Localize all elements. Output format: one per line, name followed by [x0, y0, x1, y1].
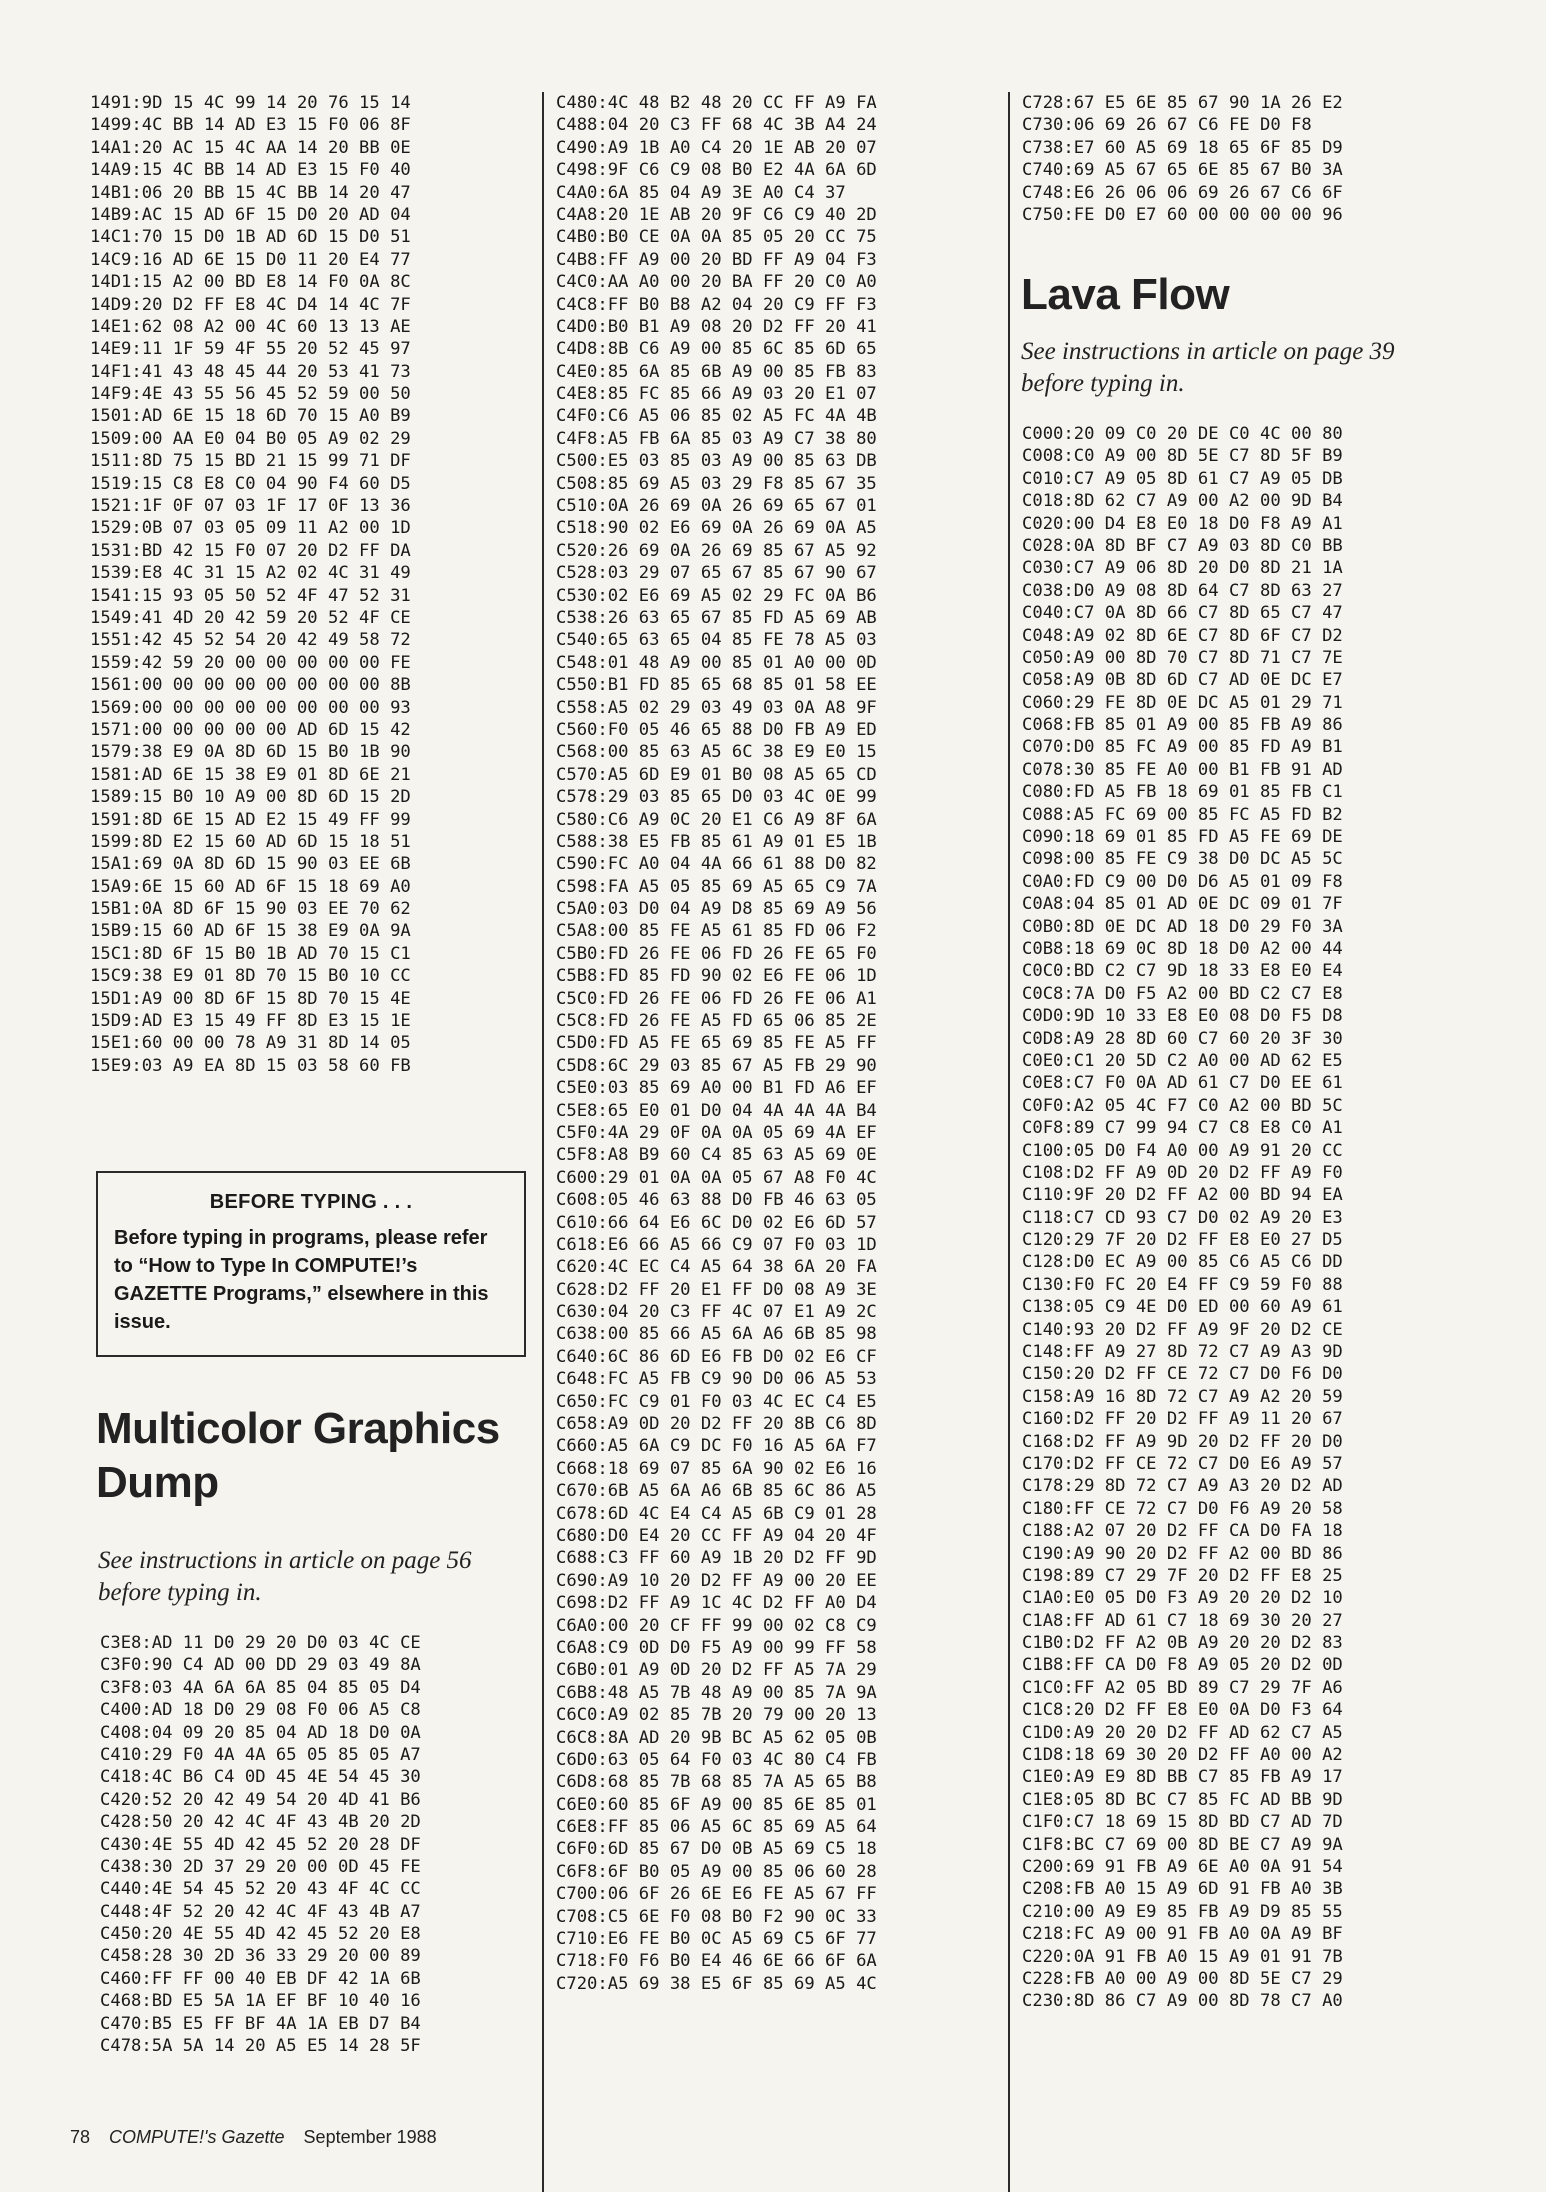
code-line: 14F9:4E 43 55 56 45 52 59 00 50: [90, 384, 411, 405]
code-line: 1541:15 93 05 50 52 4F 47 52 31: [90, 585, 411, 606]
code-line: C508:85 69 A5 03 29 F8 85 67 35: [556, 473, 877, 494]
code-line: C580:C6 A9 0C 20 E1 C6 A9 8F 6A: [556, 809, 877, 830]
code-line: C078:30 85 FE A0 00 B1 FB 91 AD: [1022, 759, 1343, 780]
code-line: 1529:0B 07 03 05 09 11 A2 00 1D: [90, 518, 411, 539]
code-listing-column-1: [90, 92, 411, 1077]
code-line: C718:F0 F6 B0 E4 46 6E 66 6F 6A: [556, 1951, 877, 1972]
code-line: C0A8:04 85 01 AD 0E DC 09 01 7F: [1022, 894, 1343, 915]
code-line: 15B1:0A 8D 6F 15 90 03 EE 70 62: [90, 899, 411, 920]
code-line: C3E8:AD 11 D0 29 20 D0 03 4C CE: [100, 1633, 421, 1653]
code-line: C520:26 69 0A 26 69 85 67 A5 92: [556, 540, 877, 561]
code-line: C060:29 FE 8D 0E DC A5 01 29 71: [1022, 692, 1343, 713]
code-line: C178:29 8D 72 C7 A9 A3 20 D2 AD: [1022, 1476, 1343, 1497]
code-line: C588:38 E5 FB 85 61 A9 01 E5 1B: [556, 831, 877, 852]
code-line: C538:26 63 65 67 85 FD A5 69 AB: [556, 607, 877, 628]
code-line: C500:E5 03 85 03 A9 00 85 63 DB: [556, 451, 877, 472]
code-line: C418:4C B6 C4 0D 45 4E 54 45 30: [100, 1767, 421, 1788]
code-line: C5A8:00 85 FE A5 61 85 FD 06 F2: [556, 921, 877, 942]
code-line: C740:69 A5 67 65 6E 85 67 B0 3A: [1022, 160, 1343, 181]
code-line: C6A0:00 20 CF FF 99 00 02 C8 C9: [556, 1615, 877, 1636]
code-line: C088:A5 FC 69 00 85 FC A5 FD B2: [1022, 804, 1343, 825]
code-line: C050:A9 00 8D 70 C7 8D 71 C7 7E: [1022, 647, 1343, 668]
code-line: C150:20 D2 FF CE 72 C7 D0 F6 D0: [1022, 1364, 1343, 1385]
code-line: C140:93 20 D2 FF A9 9F 20 D2 CE: [1022, 1319, 1343, 1340]
code-line: C468:BD E5 5A 1A EF BF 10 40 16: [100, 1991, 421, 2012]
code-line: C0E8:C7 F0 0A AD 61 C7 D0 EE 61: [1022, 1073, 1343, 1094]
code-line: C568:00 85 63 A5 6C 38 E9 E0 15: [556, 742, 877, 763]
code-line: C0F8:89 C7 99 94 C7 C8 E8 C0 A1: [1022, 1118, 1343, 1139]
code-line: C1E0:A9 E9 8D BB C7 85 FB A9 17: [1022, 1767, 1343, 1788]
multicolor-code-listing: [100, 1632, 421, 2057]
code-line: C188:A2 07 20 D2 FF CA D0 FA 18: [1022, 1521, 1343, 1542]
code-line: 1509:00 AA E0 04 B0 05 A9 02 29: [90, 428, 411, 449]
code-line: C0C0:BD C2 C7 9D 18 33 E8 E0 E4: [1022, 961, 1343, 982]
code-line: C738:E7 60 A5 69 18 65 6F 85 D9: [1022, 137, 1343, 158]
code-line: C610:66 64 E6 6C D0 02 E6 6D 57: [556, 1212, 877, 1233]
code-line: 1561:00 00 00 00 00 00 00 00 8B: [90, 675, 411, 696]
code-line: C590:FC A0 04 4A 66 61 88 D0 82: [556, 854, 877, 875]
code-line: C1F0:C7 18 69 15 8D BD C7 AD 7D: [1022, 1812, 1343, 1833]
code-line: C5A0:03 D0 04 A9 D8 85 69 A9 56: [556, 899, 877, 920]
code-line: C620:4C EC C4 A5 64 38 6A 20 FA: [556, 1257, 877, 1278]
code-line: C650:FC C9 01 F0 03 4C EC C4 E5: [556, 1391, 877, 1412]
code-line: C110:9F 20 D2 FF A2 00 BD 94 EA: [1022, 1185, 1343, 1206]
code-line: C0D8:A9 28 8D 60 C7 60 20 3F 30: [1022, 1028, 1343, 1049]
code-line: C0C8:7A D0 F5 A2 00 BD C2 C7 E8: [1022, 983, 1343, 1004]
code-line: C458:28 30 2D 36 33 29 20 00 89: [100, 1946, 421, 1967]
code-line: C108:D2 FF A9 0D 20 D2 FF A9 F0: [1022, 1162, 1343, 1183]
issue-date: September 1988: [303, 2127, 437, 2147]
magazine-name: COMPUTE!'s Gazette: [109, 2127, 285, 2147]
code-line: C6F0:6D 85 67 D0 0B A5 69 C5 18: [556, 1839, 877, 1860]
code-line: C4A0:6A 85 04 A9 3E A0 C4 37: [556, 182, 846, 203]
code-line: C030:C7 A9 06 8D 20 D0 8D 21 1A: [1022, 558, 1343, 579]
lava-flow-instructions: See instructions in article on page 39 before typing in.: [1021, 338, 1395, 397]
code-line: C1C8:20 D2 FF E8 E0 0A D0 F3 64: [1022, 1700, 1343, 1721]
code-line: 14D9:20 D2 FF E8 4C D4 14 4C 7F: [90, 294, 411, 315]
code-line: C690:A9 10 20 D2 FF A9 00 20 EE: [556, 1570, 877, 1591]
code-line: C008:C0 A9 00 8D 5E C7 8D 5F B9: [1022, 446, 1343, 467]
code-line: C4E8:85 FC 85 66 A9 03 20 E1 07: [556, 384, 877, 405]
code-line: C1A8:FF AD 61 C7 18 69 30 20 27: [1022, 1610, 1343, 1631]
code-line: C0B8:18 69 0C 8D 18 D0 A2 00 44: [1022, 938, 1343, 959]
code-line: 1521:1F 0F 07 03 1F 17 0F 13 36: [90, 496, 411, 517]
code-line: C640:6C 86 6D E6 FB D0 02 E6 CF: [556, 1346, 877, 1367]
code-line: C550:B1 FD 85 65 68 85 01 58 EE: [556, 675, 877, 696]
code-line: C1B8:FF CA D0 F8 A9 05 20 D2 0D: [1022, 1655, 1343, 1676]
code-line: C480:4C 48 B2 48 20 CC FF A9 FA: [556, 93, 877, 113]
multicolor-instructions: See instructions in article on page 56 before typing in.: [98, 1547, 472, 1606]
code-line: C180:FF CE 72 C7 D0 F6 A9 20 58: [1022, 1498, 1343, 1519]
code-line: C4B8:FF A9 00 20 BD FF A9 04 F3: [556, 249, 877, 270]
code-line: C688:C3 FF 60 A9 1B 20 D2 FF 9D: [556, 1548, 877, 1569]
code-line: C170:D2 FF CE 72 C7 D0 E6 A9 57: [1022, 1453, 1343, 1474]
code-line: C530:02 E6 69 A5 02 29 FC 0A B6: [556, 585, 877, 606]
code-line: C5C8:FD 26 FE A5 FD 65 06 85 2E: [556, 1011, 877, 1032]
code-line: C488:04 20 C3 FF 68 4C 3B A4 24: [556, 115, 877, 136]
code-line: 15E9:03 A9 EA 8D 15 03 58 60 FB: [90, 1055, 411, 1076]
code-line: 1579:38 E9 0A 8D 6D 15 B0 1B 90: [90, 742, 411, 763]
code-line: C700:06 6F 26 6E E6 FE A5 67 FF: [556, 1884, 877, 1905]
code-line: C578:29 03 85 65 D0 03 4C 0E 99: [556, 787, 877, 808]
code-line: C628:D2 FF 20 E1 FF D0 08 A9 3E: [556, 1279, 877, 1300]
code-line: C4C8:FF B0 B8 A2 04 20 C9 FF F3: [556, 294, 877, 315]
code-line: C4E0:85 6A 85 6B A9 00 85 FB 83: [556, 361, 877, 382]
code-line: C118:C7 CD 93 C7 D0 02 A9 20 E3: [1022, 1207, 1343, 1228]
code-line: C450:20 4E 55 4D 42 45 52 20 E8: [100, 1924, 421, 1945]
code-line: 1501:AD 6E 15 18 6D 70 15 A0 B9: [90, 406, 411, 427]
code-line: C0B0:8D 0E DC AD 18 D0 29 F0 3A: [1022, 916, 1343, 937]
code-line: 15B9:15 60 AD 6F 15 38 E9 0A 9A: [90, 921, 411, 942]
code-line: C708:C5 6E F0 08 B0 F2 90 0C 33: [556, 1906, 877, 1927]
code-line: C190:A9 90 20 D2 FF A2 00 BD 86: [1022, 1543, 1343, 1564]
code-line: C5D8:6C 29 03 85 67 A5 FB 29 90: [556, 1055, 877, 1076]
code-line: C670:6B A5 6A A6 6B 85 6C 86 A5: [556, 1481, 877, 1502]
code-line: 1599:8D E2 15 60 AD 6D 15 18 51: [90, 831, 411, 852]
code-line: C208:FB A0 15 A9 6D 91 FB A0 3B: [1022, 1879, 1343, 1900]
code-line: C730:06 69 26 67 C6 FE D0 F8: [1022, 115, 1312, 136]
code-line: C0D0:9D 10 33 E8 E0 08 D0 F5 D8: [1022, 1006, 1343, 1027]
code-line: C028:0A 8D BF C7 A9 03 8D C0 BB: [1022, 535, 1343, 556]
code-line: C6C0:A9 02 85 7B 20 79 00 20 13: [556, 1705, 877, 1726]
code-line: 1549:41 4D 20 42 59 20 52 4F CE: [90, 607, 411, 628]
code-line: C020:00 D4 E8 E0 18 D0 F8 A9 A1: [1022, 513, 1343, 534]
code-line: C038:D0 A9 08 8D 64 C7 8D 63 27: [1022, 580, 1343, 601]
code-line: C420:52 20 42 49 54 20 4D 41 B6: [100, 1789, 421, 1810]
code-line: C510:0A 26 69 0A 26 69 65 67 01: [556, 496, 877, 517]
code-line: 14F1:41 43 48 45 44 20 53 41 73: [90, 361, 411, 382]
page-footer: [70, 2127, 437, 2148]
code-line: C400:AD 18 D0 29 08 F0 06 A5 C8: [100, 1700, 421, 1721]
code-line: 14B1:06 20 BB 15 4C BB 14 20 47: [90, 182, 411, 203]
code-line: C1E8:05 8D BC C7 85 FC AD BB 9D: [1022, 1789, 1343, 1810]
code-line: 1571:00 00 00 00 00 AD 6D 15 42: [90, 719, 411, 740]
code-line: 1519:15 C8 E8 C0 04 90 F4 60 D5: [90, 473, 411, 494]
code-line: C098:00 85 FE C9 38 D0 DC A5 5C: [1022, 849, 1343, 870]
code-line: 14A9:15 4C BB 14 AD E3 15 F0 40: [90, 160, 411, 181]
code-line: C6A8:C9 0D D0 F5 A9 00 99 FF 58: [556, 1637, 877, 1658]
code-line: C720:A5 69 38 E5 6F 85 69 A5 4C: [556, 1973, 877, 1994]
code-line: C1B0:D2 FF A2 0B A9 20 20 D2 83: [1022, 1633, 1343, 1654]
code-line: C1D0:A9 20 20 D2 FF AD 62 C7 A5: [1022, 1722, 1343, 1743]
code-line: C5F0:4A 29 0F 0A 0A 05 69 4A EF: [556, 1122, 877, 1143]
code-line: C198:89 C7 29 7F 20 D2 FF E8 25: [1022, 1565, 1343, 1586]
code-line: C058:A9 0B 8D 6D C7 AD 0E DC E7: [1022, 670, 1343, 691]
code-line: C1C0:FF A2 05 BD 89 C7 29 7F A6: [1022, 1677, 1343, 1698]
code-line: 1499:4C BB 14 AD E3 15 F0 06 8F: [90, 115, 411, 136]
code-line: C6D0:63 05 64 F0 03 4C 80 C4 FB: [556, 1749, 877, 1770]
code-line: C1D8:18 69 30 20 D2 FF A0 00 A2: [1022, 1745, 1343, 1766]
code-line: C638:00 85 66 A5 6A A6 6B 85 98: [556, 1324, 877, 1345]
code-line: 1539:E8 4C 31 15 A2 02 4C 31 49: [90, 563, 411, 584]
code-line: C000:20 09 C0 20 DE C0 4C 00 80: [1022, 424, 1343, 444]
code-line: C228:FB A0 00 A9 00 8D 5E C7 29: [1022, 1968, 1343, 1989]
code-line: 14B9:AC 15 AD 6F 15 D0 20 AD 04: [90, 204, 411, 225]
code-line: C010:C7 A9 05 8D 61 C7 A9 05 DB: [1022, 468, 1343, 489]
code-line: C630:04 20 C3 FF 4C 07 E1 A9 2C: [556, 1302, 877, 1323]
code-line: C410:29 F0 4A 4A 65 05 85 05 A7: [100, 1744, 421, 1765]
code-line: C0F0:A2 05 4C F7 C0 A2 00 BD 5C: [1022, 1095, 1343, 1116]
code-line: C710:E6 FE B0 0C A5 69 C5 6F 77: [556, 1929, 877, 1950]
code-line: 14C9:16 AD 6E 15 D0 11 20 E4 77: [90, 249, 411, 270]
code-line: C6E8:FF 85 06 A5 6C 85 69 A5 64: [556, 1817, 877, 1838]
code-line: C1F8:BC C7 69 00 8D BE C7 A9 9A: [1022, 1834, 1343, 1855]
code-line: C748:E6 26 06 06 69 26 67 C6 6F: [1022, 182, 1343, 203]
before-typing-title: BEFORE TYPING . . .: [209, 1191, 413, 1213]
code-line: C4B0:B0 CE 0A 0A 85 05 20 CC 75: [556, 227, 877, 248]
code-line: 1531:BD 42 15 F0 07 20 D2 FF DA: [90, 540, 411, 561]
code-line: C660:A5 6A C9 DC F0 16 A5 6A F7: [556, 1436, 877, 1457]
code-line: 15C1:8D 6F 15 B0 1B AD 70 15 C1: [90, 943, 411, 964]
column-divider-1: [542, 92, 544, 2192]
code-line: C6F8:6F B0 05 A9 00 85 06 60 28: [556, 1861, 877, 1882]
before-typing-box: [96, 1171, 526, 1357]
code-line: C3F8:03 4A 6A 6A 85 04 85 05 D4: [100, 1677, 421, 1698]
multicolor-graphics-dump-title: Multicolor Graphics Dump: [96, 1404, 500, 1507]
code-line: C560:F0 05 46 65 88 D0 FB A9 ED: [556, 719, 877, 740]
code-line: C470:B5 E5 FF BF 4A 1A EB D7 B4: [100, 2013, 421, 2034]
code-line: 1559:42 59 20 00 00 00 00 00 FE: [90, 652, 411, 673]
code-line: C548:01 48 A9 00 85 01 A0 00 0D: [556, 652, 877, 673]
code-line: C648:FC A5 FB C9 90 D0 06 A5 53: [556, 1369, 877, 1390]
code-line: C120:29 7F 20 D2 FF E8 E0 27 D5: [1022, 1230, 1343, 1251]
code-line: C728:67 E5 6E 85 67 90 1A 26 E2: [1022, 93, 1343, 113]
code-line: C750:FE D0 E7 60 00 00 00 00 96: [1022, 204, 1343, 225]
page-number: 78: [70, 2127, 91, 2147]
code-line: C6E0:60 85 6F A9 00 85 6E 85 01: [556, 1794, 877, 1815]
code-line: C080:FD A5 FB 18 69 01 85 FB C1: [1022, 782, 1343, 803]
code-line: C490:A9 1B A0 C4 20 1E AB 20 07: [556, 137, 877, 158]
lava-flow-code-listing: [1022, 423, 1343, 2013]
code-line: C6C8:8A AD 20 9B BC A5 62 05 0B: [556, 1727, 877, 1748]
code-line: 1491:9D 15 4C 99 14 20 76 15 14: [90, 93, 411, 113]
code-line: C218:FC A9 00 91 FB A0 0A A9 BF: [1022, 1924, 1343, 1945]
code-line: C0E0:C1 20 5D C2 A0 00 AD 62 E5: [1022, 1050, 1343, 1071]
code-line: C158:A9 16 8D 72 C7 A9 A2 20 59: [1022, 1386, 1343, 1407]
code-line: C678:6D 4C E4 C4 A5 6B C9 01 28: [556, 1503, 877, 1524]
code-line: C668:18 69 07 85 6A 90 02 E6 16: [556, 1458, 877, 1479]
code-line: C5B0:FD 26 FE 06 FD 26 FE 65 F0: [556, 943, 877, 964]
code-line: 14E1:62 08 A2 00 4C 60 13 13 AE: [90, 316, 411, 337]
code-line: C210:00 A9 E9 85 FB A9 D9 85 55: [1022, 1901, 1343, 1922]
code-line: C518:90 02 E6 69 0A 26 69 0A A5: [556, 518, 877, 539]
code-line: C6B0:01 A9 0D 20 D2 FF A5 7A 29: [556, 1660, 877, 1681]
code-line: 15D9:AD E3 15 49 FF 8D E3 15 1E: [90, 1011, 411, 1032]
code-line: 15C9:38 E9 01 8D 70 15 B0 10 CC: [90, 966, 411, 987]
code-line: C438:30 2D 37 29 20 00 0D 45 FE: [100, 1856, 421, 1877]
code-line: C160:D2 FF 20 D2 FF A9 11 20 67: [1022, 1409, 1343, 1430]
code-line: C608:05 46 63 88 D0 FB 46 63 05: [556, 1190, 877, 1211]
code-listing-column-3-top: [1022, 92, 1343, 226]
code-line: C4A8:20 1E AB 20 9F C6 C9 40 2D: [556, 204, 877, 225]
code-line: C040:C7 0A 8D 66 C7 8D 65 C7 47: [1022, 603, 1343, 624]
code-line: C200:69 91 FB A9 6E A0 0A 91 54: [1022, 1857, 1343, 1877]
code-line: 1511:8D 75 15 BD 21 15 99 71 DF: [90, 451, 411, 472]
code-line: 1589:15 B0 10 A9 00 8D 6D 15 2D: [90, 787, 411, 808]
code-line: C558:A5 02 29 03 49 03 0A A8 9F: [556, 697, 877, 718]
code-line: C658:A9 0D 20 D2 FF 20 8B C6 8D: [556, 1414, 877, 1435]
code-line: C460:FF FF 00 40 EB DF 42 1A 6B: [100, 1968, 421, 1989]
code-line: C4C0:AA A0 00 20 BA FF 20 C0 A0: [556, 272, 877, 293]
code-line: C100:05 D0 F4 A0 00 A9 91 20 CC: [1022, 1140, 1343, 1161]
code-line: C068:FB 85 01 A9 00 85 FB A9 86: [1022, 715, 1343, 736]
code-line: C4D0:B0 B1 A9 08 20 D2 FF 20 41: [556, 316, 877, 337]
code-line: C6B8:48 A5 7B 48 A9 00 85 7A 9A: [556, 1682, 877, 1703]
code-line: 15A1:69 0A 8D 6D 15 90 03 EE 6B: [90, 854, 411, 875]
code-line: C5F8:A8 B9 60 C4 85 63 A5 69 0E: [556, 1145, 877, 1166]
code-line: 15A9:6E 15 60 AD 6F 15 18 69 A0: [90, 876, 411, 897]
code-line: C498:9F C6 C9 08 B0 E2 4A 6A 6D: [556, 160, 877, 181]
code-line: C698:D2 FF A9 1C 4C D2 FF A0 D4: [556, 1593, 877, 1614]
code-line: C138:05 C9 4E D0 ED 00 60 A9 61: [1022, 1297, 1343, 1318]
code-line: C230:8D 86 C7 A9 00 8D 78 C7 A0: [1022, 1991, 1343, 2012]
code-line: C148:FF A9 27 8D 72 C7 A9 A3 9D: [1022, 1342, 1343, 1363]
code-line: 14A1:20 AC 15 4C AA 14 20 BB 0E: [90, 137, 411, 158]
code-line: C130:F0 FC 20 E4 FF C9 59 F0 88: [1022, 1274, 1343, 1295]
code-line: 14C1:70 15 D0 1B AD 6D 15 D0 51: [90, 227, 411, 248]
code-line: C0A0:FD C9 00 D0 D6 A5 01 09 F8: [1022, 871, 1343, 892]
code-line: C5E8:65 E0 01 D0 04 4A 4A 4A B4: [556, 1100, 877, 1121]
code-line: C5E0:03 85 69 A0 00 B1 FD A6 EF: [556, 1078, 877, 1099]
code-line: C540:65 63 65 04 85 FE 78 A5 03: [556, 630, 877, 651]
code-line: 15D1:A9 00 8D 6F 15 8D 70 15 4E: [90, 988, 411, 1009]
code-line: C5B8:FD 85 FD 90 02 E6 FE 06 1D: [556, 966, 877, 987]
code-line: C220:0A 91 FB A0 15 A9 01 91 7B: [1022, 1946, 1343, 1967]
code-line: C090:18 69 01 85 FD A5 FE 69 DE: [1022, 827, 1343, 848]
code-line: C3F0:90 C4 AD 00 DD 29 03 49 8A: [100, 1655, 421, 1676]
code-line: C478:5A 5A 14 20 A5 E5 14 28 5F: [100, 2036, 421, 2057]
code-line: C618:E6 66 A5 66 C9 07 F0 03 1D: [556, 1234, 877, 1255]
code-line: C428:50 20 42 4C 4F 43 4B 20 2D: [100, 1812, 421, 1833]
code-listing-column-2: [556, 92, 877, 1995]
code-line: C5C0:FD 26 FE 06 FD 26 FE 06 A1: [556, 988, 877, 1009]
code-line: C168:D2 FF A9 9D 20 D2 FF 20 D0: [1022, 1431, 1343, 1452]
code-line: C4D8:8B C6 A9 00 85 6C 85 6D 65: [556, 339, 877, 360]
code-line: C4F8:A5 FB 6A 85 03 A9 C7 38 80: [556, 428, 877, 449]
code-line: 1551:42 45 52 54 20 42 49 58 72: [90, 630, 411, 651]
code-line: C128:D0 EC A9 00 85 C6 A5 C6 DD: [1022, 1252, 1343, 1273]
code-line: 15E1:60 00 00 78 A9 31 8D 14 05: [90, 1033, 411, 1054]
code-line: C570:A5 6D E9 01 B0 08 A5 65 CD: [556, 764, 877, 785]
code-line: C600:29 01 0A 0A 05 67 A8 F0 4C: [556, 1167, 877, 1188]
column-divider-2: [1008, 92, 1010, 2192]
code-line: 1569:00 00 00 00 00 00 00 00 93: [90, 697, 411, 718]
code-line: C6D8:68 85 7B 68 85 7A A5 65 B8: [556, 1772, 877, 1793]
code-line: C440:4E 54 45 52 20 43 4F 4C CC: [100, 1879, 421, 1900]
code-line: C5D0:FD A5 FE 65 69 85 FE A5 FF: [556, 1033, 877, 1054]
code-line: C018:8D 62 C7 A9 00 A2 00 9D B4: [1022, 491, 1343, 512]
code-line: C070:D0 85 FC A9 00 85 FD A9 B1: [1022, 737, 1343, 758]
code-line: C680:D0 E4 20 CC FF A9 04 20 4F: [556, 1526, 877, 1546]
code-line: 1581:AD 6E 15 38 E9 01 8D 6E 21: [90, 764, 411, 785]
code-line: C1A0:E0 05 D0 F3 A9 20 20 D2 10: [1022, 1588, 1343, 1609]
code-line: C4F0:C6 A5 06 85 02 A5 FC 4A 4B: [556, 406, 877, 427]
code-line: C598:FA A5 05 85 69 A5 65 C9 7A: [556, 876, 877, 897]
before-typing-body: Before typing in programs, please refer to “How to Type In COMPUTE!’s GAZETTE Programs,” elsewhere in this issue.: [114, 1227, 489, 1333]
code-line: C048:A9 02 8D 6E C7 8D 6F C7 D2: [1022, 625, 1343, 646]
code-line: C430:4E 55 4D 42 45 52 20 28 DF: [100, 1834, 421, 1855]
lava-flow-title: Lava Flow: [1021, 270, 1230, 319]
code-line: C448:4F 52 20 42 4C 4F 43 4B A7: [100, 1901, 421, 1922]
code-line: C408:04 09 20 85 04 AD 18 D0 0A: [100, 1722, 421, 1743]
code-line: 14E9:11 1F 59 4F 55 20 52 45 97: [90, 339, 411, 360]
code-line: 14D1:15 A2 00 BD E8 14 F0 0A 8C: [90, 272, 411, 293]
code-line: C528:03 29 07 65 67 85 67 90 67: [556, 563, 877, 584]
code-line: 1591:8D 6E 15 AD E2 15 49 FF 99: [90, 809, 411, 830]
